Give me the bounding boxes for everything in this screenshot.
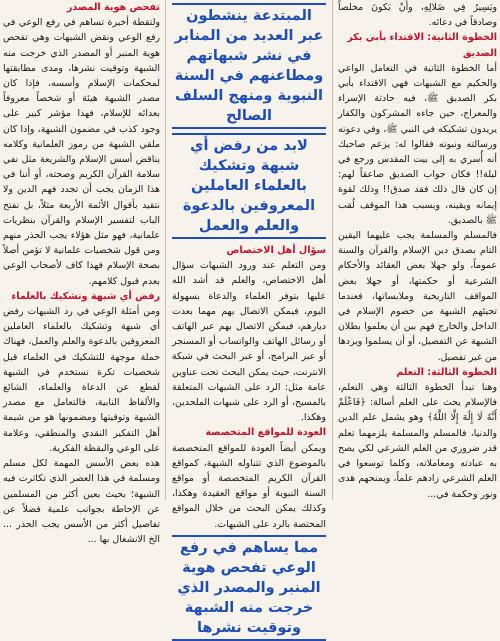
source-identity-heading: تفحص هوية المصدر <box>66 2 160 13</box>
pull-quote-bottom-text: مما يساهم في رفع الوعي تفحص هوية المنبر والمصدر الذي خرجت منه الشبهة وتوقيت نشرها <box>177 539 321 636</box>
pull-quote-top-text: المبتدعة ينشطون عبر العديد من المنابر في نشر شبهاتهم ومطاعنهم في السنة النبوية ومنهج السلف الصالح <box>174 8 324 124</box>
source-identity-paragraph: ولتقطة أخيرة تساهم في رفع الوعي في رفع الوعي ونقض الشبهات وهي تفحص هوية المنبر أو المصدر الذي خرجت منه الشبهة وتوقيت نشرها، ومدى مطابقتها لمحكمات الإسلام وأسسه، فإذا كان مصدر الشبهة هيئة أو شخصاً معروفاً بعدائه للإسلام، فهذا مؤشر كبير على وجود كذب في مضمون الشبهة، وإذا كان ملقي الشبهة من رموز العلمانية وكلامه يناقض أسس الإسلام والشريعة مثل نفي سلامة القرآن الكريم وصحته، أو أننا في هذا الزمان يجب أن تجدد فهم الدين ولا نتقيد بأقوال الأئمة الأربعة مثلاً، بل نفتح الباب لتفسير الإسلام والقرآن بنظريات علمانية، فهو مثل هؤلاء يجب الحذر منهم ومن قول شخصيات علمانية لا تؤمن أصلاً بصحة الإسلام فهذا كاف لأصحاب الوعي بعدم قبول كلامهم. <box>3 17 160 287</box>
step3-paragraph: وهنا تبدأ الخطوة الثالثة وهي التعلم، فالإسلام يحث على العلم أسالة: ﴿فَاعْلَمْ أَنَّهُ لَا إِلَٰهَ إِلَّا اللَّهُ﴾ وهو يشمل علم الدين والدنيا، فالمسلم والمسلمة يلزمهما تعلم قدر ضروري من العلم الشرعي لكي يصح به عبادته ومعاملاته، وكلما توسعوا في العلم الشرعي زادهم علماً، ويمنحهم هدى ونور وحكمة في... <box>338 382 497 500</box>
step2-heading: الخطوة الثانية: الاقتداء بأبي بكر الصديق <box>347 32 497 59</box>
intro-paragraph: ويَسِيرُ فِي ضَلالِهِ، وأنْ يَكونَ مخلصاً وصادقاً في دعائه. <box>338 2 497 29</box>
column-right <box>335 0 500 500</box>
step3-heading: الخطوة الثالثة: التعلم <box>396 366 497 378</box>
column-divider-1 <box>332 0 333 500</box>
pull-quote-top <box>172 3 326 129</box>
specialized-sites-paragraph: ويمكن أيضاً العودة للمواقع المتخصصة بالموضوع الذي تتناوله الشبهة، كمواقع القرآن الكريم المتخصصة أو مواقع السنة النبوية أو مواقع العقيدة وهكذا، وكذلك يمكن البحث من خلال المواقع المختصة بالرد على الشبهات. <box>172 442 326 530</box>
closing-paragraph: هذه بعض الأسس المهمة لكل مسلم ومسلمة في هذا العصر الذي تكاثرت فيه الشبهة؛ بحيث يعين أكثر من المسلمين عن الإحاطة بجوانب علمية فضلاً عن تفاصيل أكثر من الأسس يجب الحذر ... الخ الانشغال بها ... <box>3 458 160 546</box>
pull-quote-bottom <box>172 535 326 641</box>
specialized-sites-heading: العودة للمواقع المتخصصة <box>205 427 326 439</box>
pull-quote-middle <box>172 133 326 239</box>
column-left <box>0 0 163 546</box>
column-divider-2 <box>165 0 166 500</box>
step2-paragraph: أما الخطوة الثانية في التعامل الواعي والحكيم مع الشبهات فهي الاقتداء بأبي بكر الصديق ﷺ، فيه حادثة الإسراء والمعراج، حين جاءه المشركون والكفار يريدون تشكيكه في النبي ﷺ، وفي دعوته ورسالته ونبوته فقالوا له: يزعم صاحبك أنه أُسري به إلى بيت المقدس ورجع في ليلة!! فكان جواب الصديق صاعقاً لهم: إن كان قال ذلك فقد صدق!! وذلك لقوة إيمانه ويقينه، وبسبب هذا الموقف لُقب ﷺ بالصديق. <box>338 62 497 226</box>
reject-doubts-heading: رفض أي شبهة وتشكيك بالعلماء <box>11 290 160 302</box>
ask-experts-heading: سؤال أهل الاختصاص <box>226 245 326 256</box>
reject-doubts-paragraph: ومن أمثلة الوعي في رد الشبهات رفض أي شبهة وتشكيك بالعلماء العاملين المعروفين بالدعوة والعلم والعمل، فهناك حملة موجهة للتشكيك في العلماء قبل شخصيات تكرة تستخدم في الشبهة لقطع عن الدعاة والعلماء، الشائع والألفاظ النابية، فالتعامل مع مصدر الشبهة وتوقيتها ومضمونها هو من شيمة أهل التفكير النقدي والمنطقي، وعلامة على الوعي والبقظة الفكرية. <box>3 306 160 454</box>
pull-quote-middle-text: لابد من رفض أي شبهة وتشكيك بالعلماء العاملين المعروفين بالدعوة والعلم والعمل <box>182 138 316 234</box>
ask-experts-paragraph: ومن التعلم عند ورود الشبهات سؤال أهل الاختصاص، والعلم قد أشد الله عليها بتوفر العلماء والدعاة بسهولة اليوم، فيمكن الاتصال بهم مهما بعدت ديارهم، فيمكن الاتصال بهم عبر الهاتف أو رسائل الهاتف والواتساب أو المسنجر أو عبر البرامج، أو عبر البحث في شبكة الانترنت، حيث يمكن البحث تحت عناوين عامة مثل: الرد على الشبهات المتعلقة بالمسيح، أو الرد على شبهات الملحدين، وهكذا. <box>172 260 326 424</box>
column-middle <box>169 0 329 636</box>
step2-paragraph-2: فالمسلم والمسلمة يجب عليهما اليقين التام بصدق دين الإسلام والقرآن والسنة عموماً، ولو جهلا بعض العقائد والأحكام الشرعية أو حكمتها، أو جهلا بعض المواقف التاريخية وملابساتها، فعندما تجيئهم الشبهة من خصوم الإسلام في الداخل والخارج فهم بين أن يعلموا بطلان الشبهة عن التفصيل، أو أن يسلموا ويردها من غير تفصيل. <box>338 230 497 363</box>
